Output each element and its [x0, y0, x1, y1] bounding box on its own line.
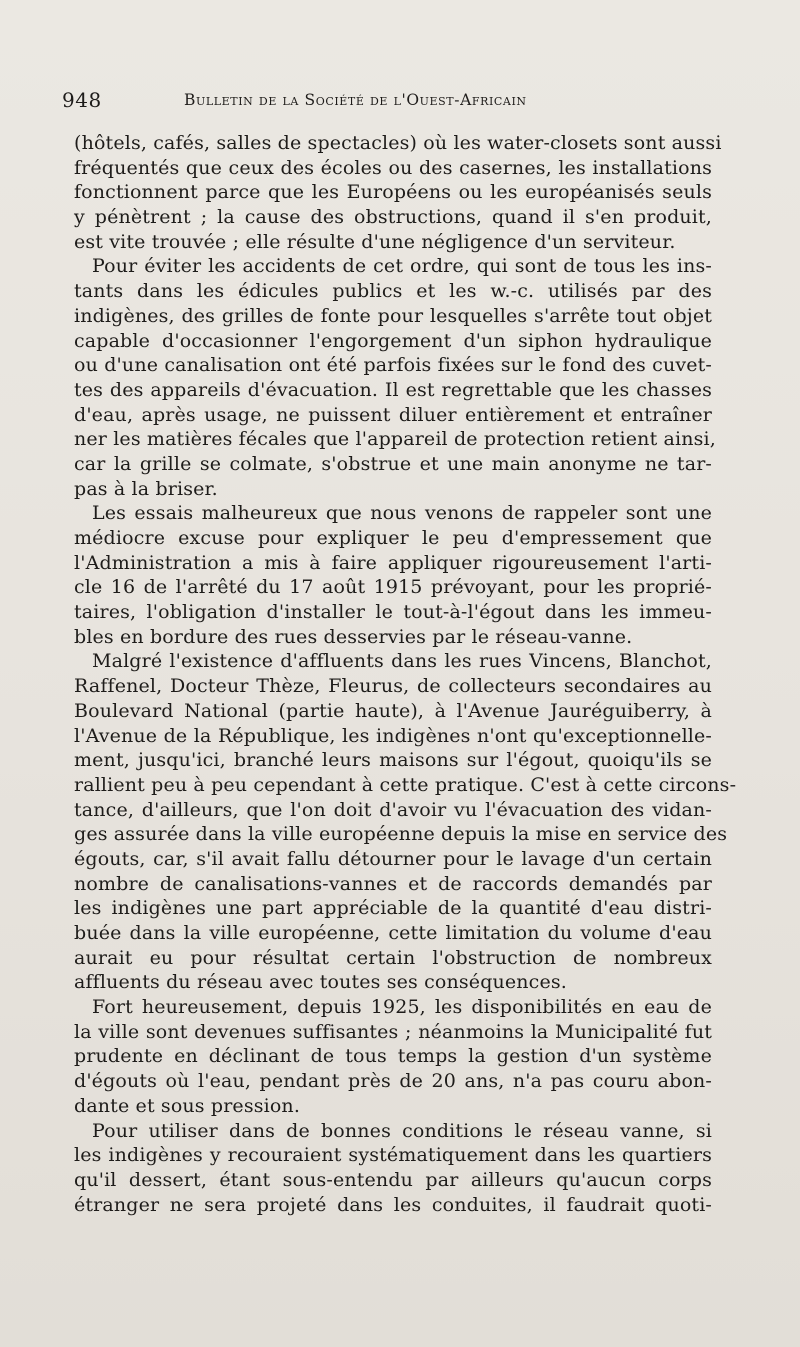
text-line: Raffenel, Docteur Thèze, Fleurus, de collecteurs secondaires au — [74, 675, 712, 698]
text-line: ou d'une canalisation ont été parfois fixées sur le fond des cuvet- — [74, 354, 712, 377]
text-line: fréquentés que ceux des écoles ou des casernes, les installations — [74, 156, 712, 179]
text-line: buée dans la ville européenne, cette limitation du volume d'eau — [74, 922, 712, 944]
text-line: ges assurée dans la ville européenne depuis la mise en service des — [74, 823, 728, 846]
text-line: médiocre excuse pour expliquer le peu d'empressement que — [74, 527, 712, 549]
text-line: Pour éviter les accidents de cet ordre, qui sont de tous les ins- — [92, 255, 712, 278]
text-line: Malgré l'existence d'affluents dans les rues Vincens, Blanchot, — [92, 650, 712, 673]
text-line: d'eau, après usage, ne puissent diluer entièrement et entraîner — [74, 403, 712, 426]
text-line: car la grille se colmate, s'obstrue et une main anonyme ne tar- — [74, 452, 712, 475]
text-line: bles en bordure des rues desservies par le réseau-vanne. — [74, 625, 633, 648]
text-line: dante et sous pression. — [74, 1094, 301, 1117]
text-line: Fort heureusement, depuis 1925, les disponibilités en eau de — [92, 996, 712, 1019]
text-line: nombre de canalisations-vannes et de raccords demandés par — [74, 872, 712, 895]
text-line: Pour utiliser dans de bonnes conditions le réseau vanne, si — [92, 1119, 712, 1142]
text-line: tance, d'ailleurs, que l'on doit d'avoir vu l'évacuation des vidan- — [74, 798, 712, 821]
text-line: cle 16 de l'arrêté du 17 août 1915 prévoyant, pour les proprié- — [74, 576, 712, 599]
text-line: rallient peu à peu cependant à cette pratique. C'est à cette circons- — [74, 773, 737, 796]
text-line: tants dans les édicules publics et les w.-c. utilisés par des — [74, 280, 712, 303]
text-line: Boulevard National (partie haute), à l'Avenue Jauréguiberry, à — [74, 699, 712, 722]
text-line: prudente en déclinant de tous temps la gestion d'un système — [74, 1045, 712, 1068]
text-line: la ville sont devenues suffisantes ; néanmoins la Municipalité fut — [74, 1020, 712, 1043]
body-text — [74, 131, 737, 1217]
text-line: étranger ne sera projeté dans les conduites, il faudrait quoti- — [74, 1193, 712, 1216]
text-line: l'Avenue de la République, les indigènes n'ont qu'exceptionnelle- — [74, 724, 712, 747]
text-line: d'égouts où l'eau, pendant près de 20 ans, n'a pas couru abon- — [74, 1070, 712, 1093]
text-line: est vite trouvée ; elle résulte d'une négligence d'un serviteur. — [74, 230, 676, 253]
text-line: affluents du réseau avec toutes ses conséquences. — [74, 971, 567, 994]
page-header — [62, 88, 722, 118]
page-number: 948 — [62, 88, 102, 112]
text-line: ner les matières fécales que l'appareil de protection retient ainsi, — [74, 428, 716, 451]
text-line: y pénètrent ; la cause des obstructions, quand il s'en produit, — [74, 206, 712, 229]
text-line: tes des appareils d'évacuation. Il est regrettable que les chasses — [74, 378, 712, 401]
text-line: aurait eu pour résultat certain l'obstruction de nombreux — [74, 946, 712, 969]
text-line: les indigènes y recouraient systématiquement dans les quartiers — [74, 1144, 712, 1167]
text-line: l'Administration a mis à faire appliquer rigoureusement l'arti- — [74, 551, 712, 574]
text-line: fonctionnent parce que les Européens ou les européanisés seuls — [74, 181, 712, 204]
text-line: pas à la briser. — [74, 477, 218, 500]
text-line: les indigènes une part appréciable de la quantité d'eau distri- — [74, 897, 712, 920]
running-title: Bulletin de la Société de l'Ouest-Africain — [184, 91, 527, 109]
text-line: qu'il dessert, étant sous-entendu par ailleurs qu'aucun corps — [74, 1168, 712, 1191]
text-line: égouts, car, s'il avait fallu détourner pour le lavage d'un certain — [74, 847, 712, 870]
text-line: capable d'occasionner l'engorgement d'un siphon hydraulique — [74, 329, 712, 352]
text-line: taires, l'obligation d'installer le tout-à-l'égout dans les immeu- — [74, 601, 712, 624]
text-line: indigènes, des grilles de fonte pour lesquelles s'arrête tout objet — [74, 304, 712, 327]
text-line: Les essais malheureux que nous venons de rappeler sont une — [92, 502, 712, 525]
text-line: ment, jusqu'ici, branché leurs maisons sur l'égout, quoiqu'ils se — [74, 749, 712, 772]
text-line: (hôtels, cafés, salles de spectacles) où les water-closets sont aussi — [74, 132, 722, 154]
